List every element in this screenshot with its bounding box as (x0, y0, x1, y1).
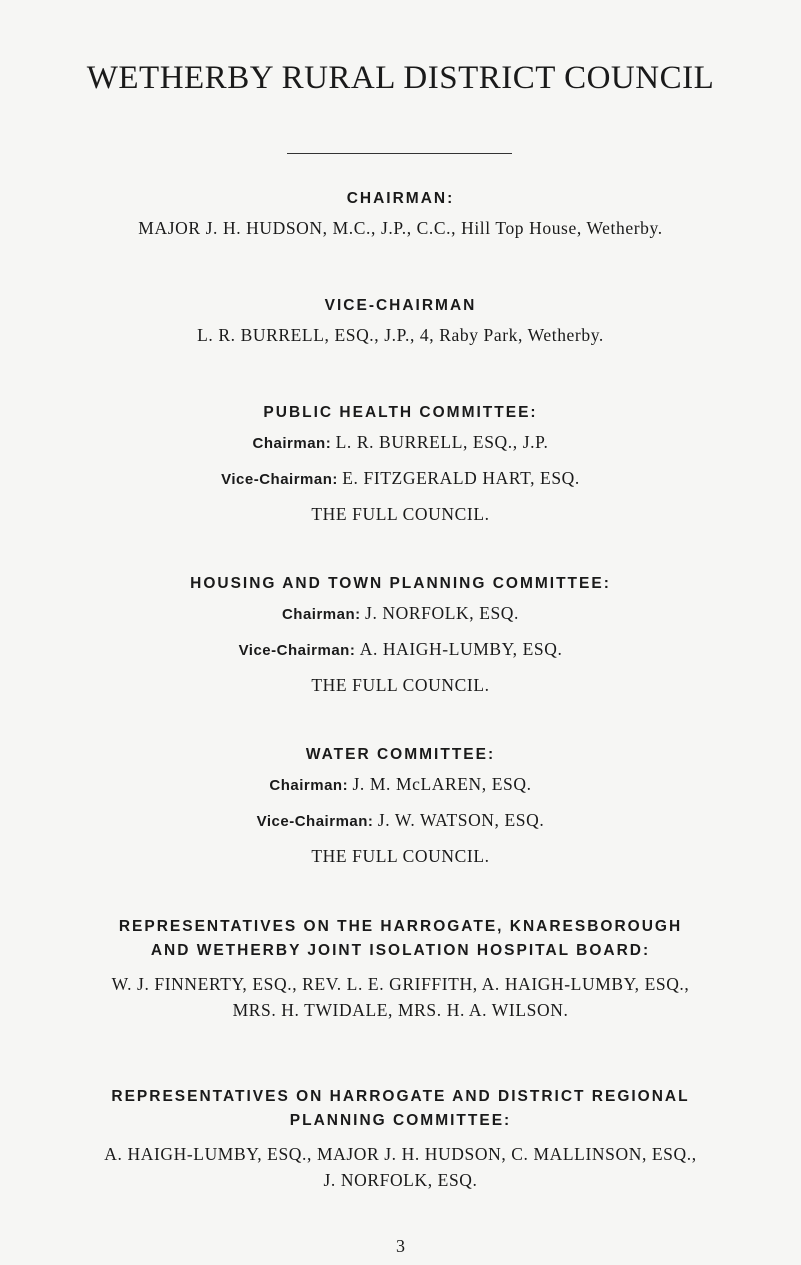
housing-vice-line (0, 636, 801, 664)
water-vice-line (0, 807, 801, 835)
housing-heading: HOUSING AND TOWN PLANNING COMMITTEE: (190, 575, 611, 592)
vice-chairman-value: E. FITZGERALD HART, ESQ. (342, 468, 580, 488)
regional-members-line-2: J. NORFOLK, ESQ. (323, 1170, 478, 1190)
vice-chairman-section (0, 294, 801, 348)
regional-planning-section (0, 1085, 801, 1193)
water-chairman-line (0, 771, 801, 799)
isolation-members-line-2: MRS. H. TWIDALE, MRS. H. A. WILSON. (232, 1000, 569, 1020)
title-divider (287, 153, 512, 154)
chairman-value: J. M. McLAREN, ESQ. (352, 774, 532, 794)
chairman-name: MAJOR J. H. HUDSON, M.C., J.P., C.C., Hill Top House, Wetherby. (138, 218, 663, 238)
housing-chairman-line (0, 600, 801, 628)
chairman-heading: CHAIRMAN: (346, 190, 455, 207)
housing-committee (0, 572, 801, 698)
isolation-members-line-1: W. J. FINNERTY, ESQ., REV. L. E. GRIFFITH, A. HAIGH-LUMBY, ESQ., (111, 974, 690, 994)
isolation-board-section (0, 915, 801, 1023)
chairman-label: Chairman: (269, 777, 349, 794)
public-health-chairman-line (0, 429, 801, 457)
housing-members: THE FULL COUNCIL. (311, 675, 490, 695)
water-committee (0, 743, 801, 869)
water-heading: WATER COMMITTEE: (305, 746, 496, 763)
public-health-heading: PUBLIC HEALTH COMMITTEE: (263, 404, 538, 421)
regional-heading-line-1: REPRESENTATIVES ON HARROGATE AND DISTRICT REGIONAL (111, 1088, 690, 1105)
chairman-value: J. NORFOLK, ESQ. (365, 603, 520, 623)
page-number: 3 (396, 1236, 405, 1256)
isolation-heading-line-2: AND WETHERBY JOINT ISOLATION HOSPITAL BOARD: (150, 942, 651, 959)
vice-chairman-value: J. W. WATSON, ESQ. (377, 810, 545, 830)
chairman-label: Chairman: (252, 435, 332, 452)
chairman-section (0, 187, 801, 241)
vice-chairman-label: Vice-Chairman: (238, 642, 356, 659)
vice-chairman-name: L. R. BURRELL, ESQ., J.P., 4, Raby Park, Wetherby. (197, 325, 604, 345)
regional-heading-line-2: PLANNING COMMITTEE: (289, 1112, 512, 1129)
chairman-label: Chairman: (281, 606, 361, 623)
vice-chairman-heading: VICE-CHAIRMAN (324, 297, 477, 314)
public-health-vice-line (0, 465, 801, 493)
vice-chairman-label: Vice-Chairman: (221, 471, 338, 488)
regional-members-line-1: A. HAIGH-LUMBY, ESQ., MAJOR J. H. HUDSON, C. MALLINSON, ESQ., (104, 1144, 697, 1164)
public-health-members: THE FULL COUNCIL. (311, 504, 490, 524)
water-members: THE FULL COUNCIL. (311, 846, 490, 866)
public-health-committee (0, 401, 801, 527)
vice-chairman-label: Vice-Chairman: (256, 813, 374, 830)
isolation-heading-line-1: REPRESENTATIVES ON THE HARROGATE, KNARESBOROUGH (118, 918, 683, 935)
chairman-value: L. R. BURRELL, ESQ., J.P. (335, 432, 549, 452)
page-title: WETHERBY RURAL DISTRICT COUNCIL (86, 60, 715, 96)
vice-chairman-value: A. HAIGH-LUMBY, ESQ. (359, 639, 563, 659)
